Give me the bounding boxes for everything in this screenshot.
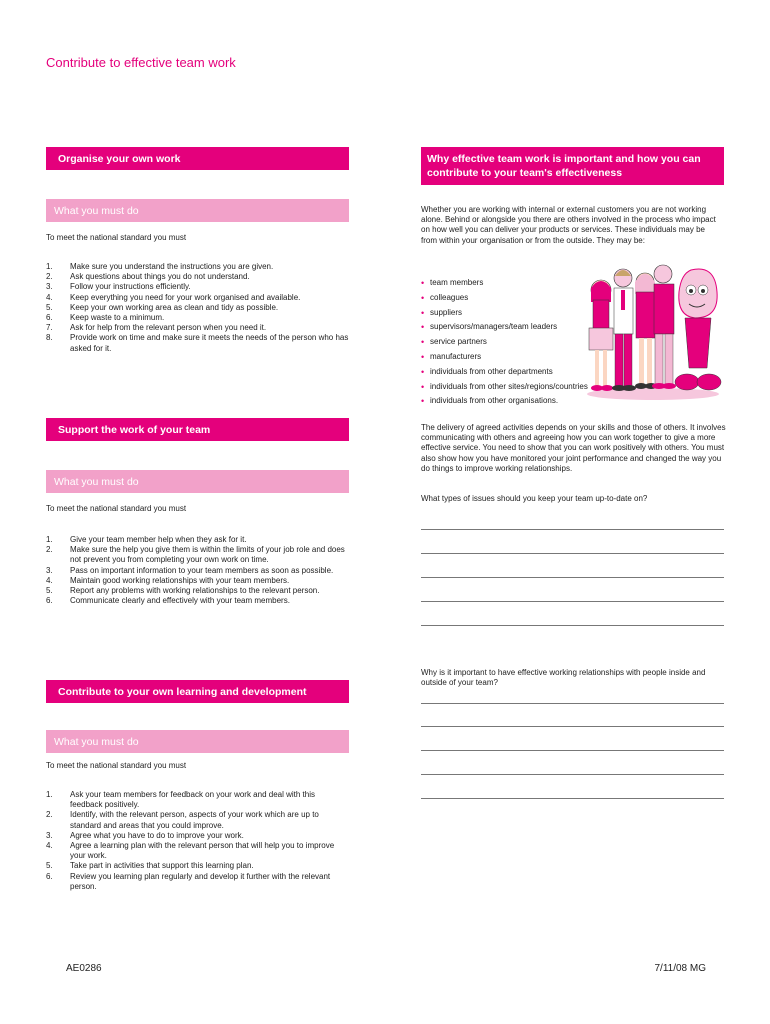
- list-item-text: Make sure you understand the instructions you are given.: [70, 262, 274, 271]
- subheading-label: What you must do: [54, 735, 139, 748]
- document-code: AE0286: [66, 963, 102, 974]
- list-item: [46, 293, 349, 303]
- bullet-icon: •: [421, 351, 425, 362]
- list-item-number: 2.: [46, 545, 53, 555]
- list-item-text: Maintain good working relationships with your team members.: [70, 575, 290, 585]
- subheading-what-you-must-do: [46, 470, 349, 493]
- list-item-number: 6.: [46, 871, 53, 881]
- list-item: [46, 272, 349, 282]
- list-item-text: Make sure the help you give them is within the limits of your job role and does not prevent you from completing your own work on time.: [70, 545, 345, 565]
- bullet-text: supervisors/managers/team leaders: [430, 322, 558, 332]
- list-item-number: 3.: [46, 565, 53, 575]
- answer-line[interactable]: [421, 798, 724, 799]
- list-item-text: Keep your own working area as clean and tidy as possible.: [70, 302, 279, 312]
- section-heading-why-team-work: [421, 147, 724, 185]
- list-item: [46, 545, 349, 565]
- bullet-text: individuals from other departments: [430, 366, 553, 376]
- list-item: [46, 841, 349, 861]
- intro-text: To meet the national standard you must: [46, 233, 187, 242]
- bullet-icon: •: [421, 366, 425, 377]
- numbered-list-organise: [46, 262, 349, 354]
- section-heading-organise: [46, 147, 349, 170]
- list-item-number: 5.: [46, 586, 53, 596]
- list-item: [46, 333, 349, 353]
- answer-line[interactable]: [421, 625, 724, 626]
- section-heading-label: Contribute to your own learning and development: [58, 685, 307, 698]
- list-item-number: 2.: [46, 810, 53, 820]
- list-item: [46, 861, 349, 871]
- list-item-number: 1.: [46, 535, 53, 544]
- intro-paragraph: Whether you are working with internal or external customers you are not working alone. Behind or alongside you there are others involved in the process who impact on how well you can deliver your products or services. These individuals may be from within your organisation or from the outside. They may be:: [421, 205, 716, 245]
- list-item-number: 6.: [46, 313, 53, 323]
- list-item-text: Keep everything you need for your work organised and available.: [70, 292, 301, 302]
- answer-line[interactable]: [421, 553, 724, 554]
- intro-text: To meet the national standard you must: [46, 504, 187, 513]
- list-item-number: 6.: [46, 596, 53, 606]
- question-1: What types of issues should you keep your team up-to-date on?: [421, 494, 648, 503]
- list-item-number: 1.: [46, 262, 53, 271]
- bullet-icon: •: [421, 381, 425, 392]
- list-item-text: Take part in activities that support this learning plan.: [70, 861, 254, 871]
- list-item-text: Report any problems with working relationships to the relevant person.: [70, 586, 320, 596]
- list-item-number: 7.: [46, 323, 53, 333]
- subheading-label: What you must do: [54, 475, 139, 488]
- bullet-text: team members: [430, 278, 484, 287]
- bullet-icon: •: [421, 278, 425, 288]
- list-item-text: Communicate clearly and effectively with your team members.: [70, 596, 290, 606]
- answer-line[interactable]: [421, 601, 724, 602]
- section-heading-label: Why effective team work is important and how you can contribute to your team's effectiveness: [427, 153, 701, 179]
- list-item-text: Ask your team members for feedback on your work and deal with this feedback positively.: [70, 790, 315, 810]
- list-item-number: 4.: [46, 841, 53, 851]
- question-2: Why is it important to have effective working relationships with people inside and outside of your team?: [421, 668, 706, 688]
- list-item-number: 4.: [46, 575, 53, 585]
- answer-line[interactable]: [421, 750, 724, 751]
- section-heading-label: Organise your own work: [58, 152, 181, 165]
- list-item-text: Ask questions about things you do not understand.: [70, 272, 250, 282]
- answer-line[interactable]: [421, 774, 724, 775]
- list-item-text: Agree a learning plan with the relevant person that will help you to improve your work.: [70, 841, 335, 861]
- list-item-text: Provide work on time and make sure it meets the needs of the person who has asked for it.: [70, 333, 349, 353]
- list-item-number: 3.: [46, 282, 53, 292]
- subheading-label: What you must do: [54, 204, 139, 217]
- list-item: [46, 831, 349, 841]
- answer-line[interactable]: [421, 577, 724, 578]
- list-item-text: Keep waste to a minimum.: [70, 313, 165, 323]
- list-item-number: 4.: [46, 292, 53, 302]
- list-item: [46, 586, 349, 596]
- bullet-text: suppliers: [430, 307, 463, 317]
- list-item-number: 2.: [46, 272, 53, 282]
- list-item: [46, 596, 349, 606]
- bullet-icon: •: [421, 396, 425, 407]
- numbered-list-support: [46, 535, 349, 606]
- list-item-number: 3.: [46, 830, 53, 840]
- numbered-list-learning: [46, 790, 349, 892]
- section-heading-label: Support the work of your team: [58, 423, 211, 436]
- page-title: Contribute to effective team work: [46, 55, 236, 70]
- list-item-number: 8.: [46, 333, 53, 343]
- list-item: [46, 576, 349, 586]
- bullet-text: individuals from other organisations.: [430, 396, 559, 406]
- list-item-text: Follow your instructions efficiently.: [70, 282, 191, 292]
- list-item: [46, 790, 349, 810]
- bullet-icon: •: [421, 322, 425, 333]
- list-item: [46, 810, 349, 830]
- list-item: [46, 313, 349, 323]
- section-heading-learning: [46, 680, 349, 703]
- bullet-icon: •: [421, 307, 425, 318]
- intro-text: To meet the national standard you must: [46, 761, 187, 770]
- bullet-text: individuals from other sites/regions/countries: [430, 381, 588, 391]
- answer-line[interactable]: [421, 529, 724, 530]
- list-item: [46, 323, 349, 333]
- bullet-icon: •: [421, 337, 425, 348]
- list-item: [46, 872, 349, 892]
- list-item-text: Identify, with the relevant person, aspects of your work which are up to standard and areas that you could improve.: [70, 810, 319, 830]
- bullet-text: colleagues: [430, 292, 469, 302]
- bullet-icon: •: [421, 292, 425, 303]
- list-item-text: Give your team member help when they ask for it.: [70, 535, 247, 544]
- list-item-number: 5.: [46, 302, 53, 312]
- list-item: [46, 282, 349, 292]
- subheading-what-you-must-do: [46, 199, 349, 222]
- section-heading-support: [46, 418, 349, 441]
- team-illustration: [583, 260, 723, 402]
- subheading-what-you-must-do: [46, 730, 349, 753]
- list-item-number: 5.: [46, 861, 53, 871]
- list-item: [46, 262, 349, 272]
- bullet-text: service partners: [430, 337, 487, 347]
- list-item: [46, 566, 349, 576]
- list-item-text: Agree what you have to do to improve your work.: [70, 830, 244, 840]
- bullet-text: manufacturers: [430, 351, 482, 361]
- answer-line[interactable]: [421, 726, 724, 727]
- delivery-paragraph: The delivery of agreed activities depends on your skills and those of others. It involves communicating with others and agreeing how you can work together to give a more effective service. You need to show that you can work positively with others. You must also show how you have monitored your joint performance and changed the way you do things to improve working relationships.: [421, 423, 726, 473]
- document-date: 7/11/08 MG: [654, 963, 706, 974]
- list-item-text: Review you learning plan regularly and develop it further with the relevant person.: [70, 871, 331, 891]
- list-item-text: Pass on important information to your team members as soon as possible.: [70, 565, 334, 575]
- list-item-number: 1.: [46, 790, 53, 799]
- answer-line[interactable]: [421, 703, 724, 704]
- list-item-text: Ask for help from the relevant person when you need it.: [70, 323, 267, 333]
- list-item: [46, 535, 349, 545]
- list-item: [46, 303, 349, 313]
